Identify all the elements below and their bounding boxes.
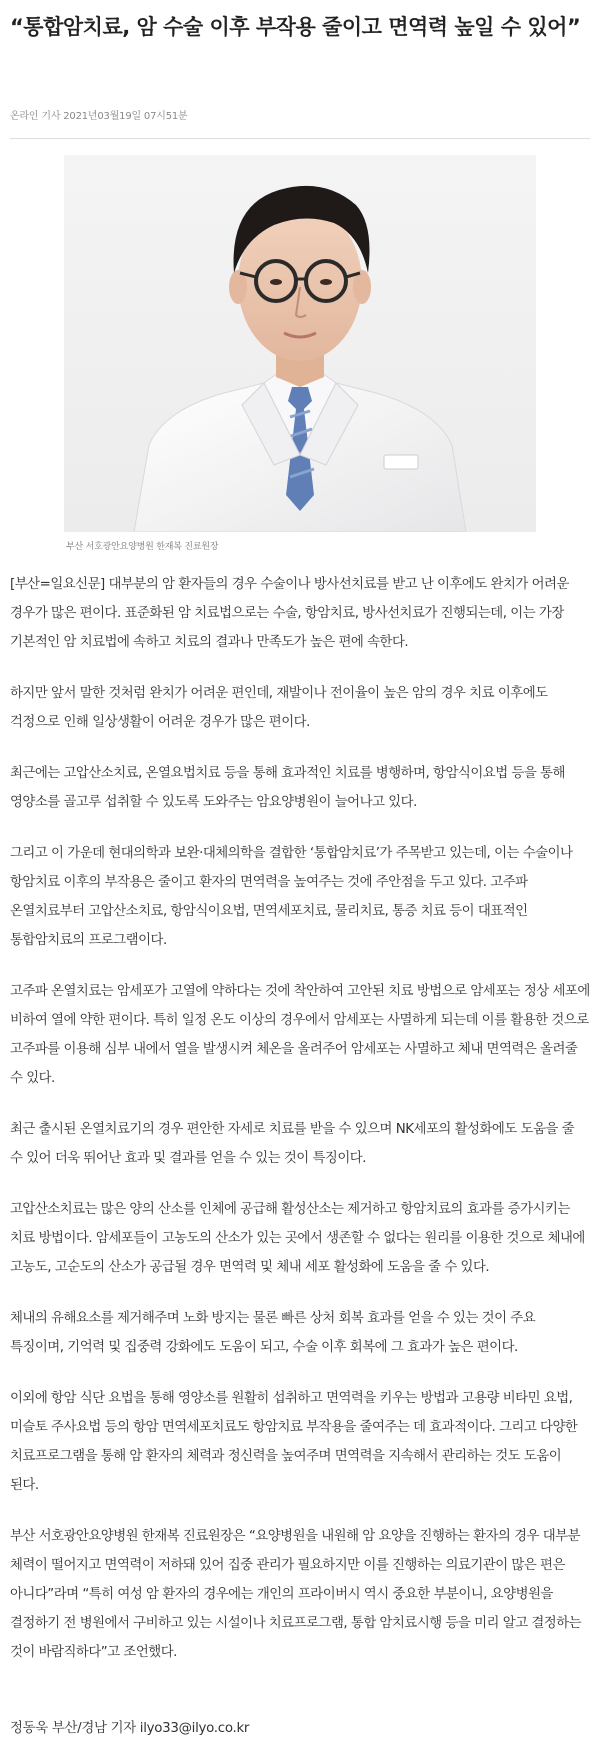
photo-caption: 부산 서호광안요양병원 한재복 진료원장: [66, 542, 219, 552]
article-paragraph: 최근에는 고압산소치료, 온열요법치료 등을 통해 효과적인 치료를 병행하며, 항암식이요법 등을 통해 영양소를 골고루 섭취할 수 있도록 도와주는 암요양병원이 늘어나고 있다.: [10, 766, 565, 810]
article-paragraph: 고압산소치료는 많은 양의 산소를 인체에 공급해 활성산소는 제거하고 항암치료의 효과를 증가시키는 치료 방법이다. 암세포들이 고농도의 산소가 있는 곳에서 생존할 수 없다는 원리를 이용한 것으로 체내에 고농도, 고순도의 산소가 공급될 경우 면역력 및 체내 세포 활성화에 도움을 줄 수 있다.: [10, 1202, 585, 1275]
article-meta: 온라인 기사 2021년03월19일 07시51분: [10, 111, 188, 122]
doctor-portrait-photo: [64, 155, 536, 532]
article-paragraph: 이외에 항암 식단 요법을 통해 영양소를 원활히 섭취하고 면역력을 키우는 방법과 고용량 비타민 요법, 미슬토 주사요법 등의 항암 면역세포치료도 항암치료 부작용을 줄여주는 데 효과적이다. 그리고 다양한 치료프로그램을 통해 암 환자의 체력과 정신력을 높여주며 면역력을 지속해서 관리하는 것도 도움이 된다.: [10, 1391, 578, 1493]
article-paragraph: 그리고 이 가운데 현대의학과 보완·대체의학을 결합한 ‘통합암치료’가 주목받고 있는데, 이는 수술이나 항암치료 이후의 부작용은 줄이고 환자의 면역력을 높여주는 것에 주안점을 두고 있다. 고주파 온열치료부터 고압산소치료, 항암식이요법, 면역세포치료, 물리치료, 통증 치료 등이 대표적인 통합암치료의 프로그램이다.: [10, 846, 573, 948]
article-paragraph: 고주파 온열치료는 암세포가 고열에 약하다는 것에 착안하여 고안된 치료 방법으로 암세포는 정상 세포에 비하여 열에 약한 편이다. 특히 일정 온도 이상의 경우에서 암세포는 사멸하게 되는데 이를 활용한 것으로 고주파를 이용해 심부 내에서 열을 발생시켜 체온을 올려주어 암세포는 사멸하고 체내 면역력은 올려줄 수 있다.: [10, 984, 590, 1086]
header-divider: [10, 138, 590, 139]
portrait-illustration: [64, 155, 536, 532]
article-body: [10, 570, 590, 1689]
article-paragraph: [부산=일요신문] 대부분의 암 환자들의 경우 수술이나 방사선치료를 받고 난 이후에도 완치가 어려운 경우가 많은 편이다. 표준화된 암 치료법으로는 수술, 항암치료, 방사선치료가 진행되는데, 이는 가장 기본적인 암 치료법에 속하고 치료의 결과나 만족도가 높은 편에 속한다.: [10, 577, 569, 650]
reporter-byline: 정동욱 부산/경남 기자 ilyo33@ilyo.co.kr: [10, 1721, 250, 1736]
article-paragraph: 부산 서호광안요양병원 한재복 진료원장은 “요양병원을 내원해 암 요양을 진행하는 환자의 경우 대부분 체력이 떨어지고 면역력이 저하돼 있어 집중 관리가 필요하지만 이를 진행하는 의료기관이 많은 편은 아니다”라며 “특히 여성 암 환자의 경우에는 개인의 프라이버시 역시 중요한 부분이니, 요양병원을 결정하기 전 병원에서 구비하고 있는 시설이나 치료프로그램, 통합 암치료시행 등을 미리 알고 결정하는 것이 바람직하다”고 조언했다.: [10, 1529, 582, 1660]
article-paragraph: 체내의 유해요소를 제거해주며 노화 방지는 물론 빠른 상처 회복 효과를 얻을 수 있는 것이 주요 특징이며, 기억력 및 집중력 강화에도 도움이 되고, 수술 이후 회복에 그 효과가 높은 편이다.: [10, 1311, 536, 1355]
article-paragraph: 하지만 앞서 말한 것처럼 완치가 어려운 편인데, 재발이나 전이율이 높은 암의 경우 치료 이후에도 걱정으로 인해 일상생활이 어려운 경우가 많은 편이다.: [10, 686, 548, 730]
article-paragraph: 최근 출시된 온열치료기의 경우 편안한 자세로 치료를 받을 수 있으며 NK세포의 활성화에도 도움을 줄 수 있어 더욱 뛰어난 효과 및 결과를 얻을 수 있는 것이 특징이다.: [10, 1122, 575, 1166]
article-headline: “통합암치료, 암 수술 이후 부작용 줄이고 면역력 높일 수 있어”: [10, 15, 581, 39]
